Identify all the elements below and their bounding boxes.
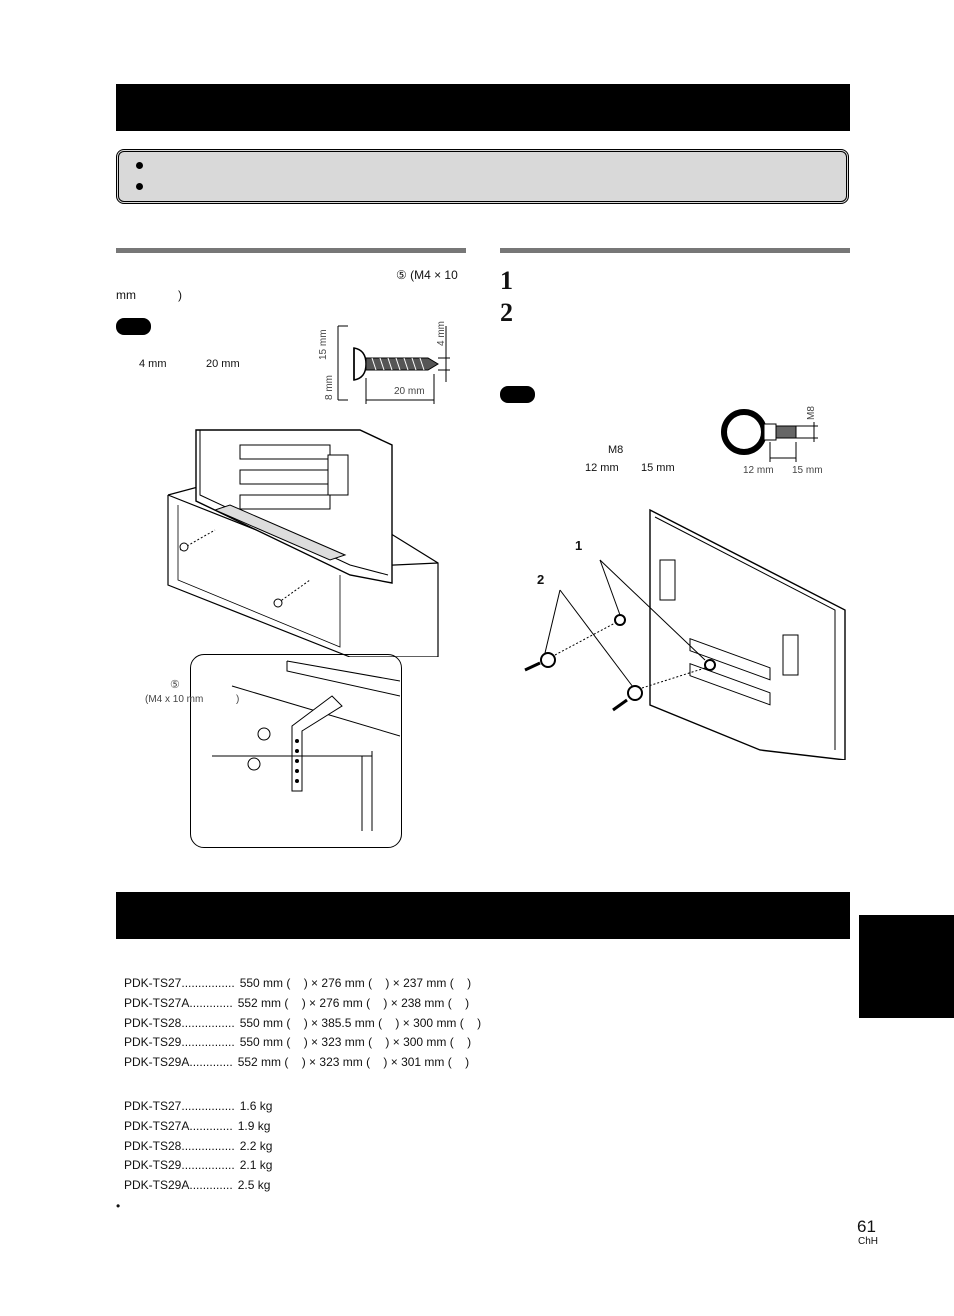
callout-part-close: ) xyxy=(236,694,240,705)
callout-part-spec: (M4 x 10 mm xyxy=(145,694,204,705)
screw-diameter-label: 4 mm xyxy=(139,358,167,370)
spec-row: PDK-TS28................ 550 mm ( ) × 385.5 mm ( ) × 300 mm ( ) xyxy=(124,1015,482,1030)
note-tag xyxy=(116,318,151,335)
eye-bolt-dim-b: 15 mm xyxy=(792,465,823,476)
figure-label-2: 2 xyxy=(537,572,545,587)
left-column-rule xyxy=(116,248,466,253)
spec-row: PDK-TS27................ 550 mm ( ) × 276 mm ( ) × 237 mm ( ) xyxy=(124,976,472,990)
screw-length-dim: 20 mm xyxy=(394,386,425,397)
step-number-2: 2 xyxy=(500,298,513,327)
screw-head-height-dim: 8 mm xyxy=(324,375,335,400)
spec-row: PDK-TS27................ 1.6 kg xyxy=(124,1099,273,1113)
page-language-code: ChH xyxy=(858,1236,879,1247)
bracket-detail-illustration xyxy=(192,656,400,844)
caution-notice-box xyxy=(116,149,849,204)
weights-list xyxy=(124,1097,272,1196)
specifications-heading-bar xyxy=(116,892,850,939)
note-tag xyxy=(500,386,535,403)
bolt-thread-size: M8 xyxy=(608,444,624,456)
bullet-icon xyxy=(136,162,143,169)
screw-head-dim: 15 mm xyxy=(318,329,329,360)
spec-row: PDK-TS29................ 2.1 kg xyxy=(124,1158,273,1173)
bolt-length-max: 15 mm xyxy=(641,462,675,474)
spec-row: PDK-TS29A............. 2.5 kg xyxy=(124,1178,271,1193)
screw-spec-text: ⑤ (M4 × 10 xyxy=(396,268,458,282)
callout-part-number: ⑤ xyxy=(170,679,180,691)
screw-length-label: 20 mm xyxy=(206,358,240,370)
spec-row: PDK-TS29A............. 552 mm ( ) × 323 mm ( ) × 301 mm ( ) xyxy=(124,1055,470,1070)
bullet-icon xyxy=(136,183,143,190)
spec-row: PDK-TS27A............. 552 mm ( ) × 276 mm ( ) × 238 mm ( ) xyxy=(124,995,470,1010)
bolt-length-min: 12 mm xyxy=(585,462,619,474)
section-heading-bar xyxy=(116,84,850,131)
footnote-bullet: • xyxy=(116,1199,121,1213)
dimensions-list xyxy=(124,974,481,1073)
screw-dia-dim: 4 mm xyxy=(436,321,447,346)
language-side-tab xyxy=(859,915,954,1018)
screw-spec-unit: mm xyxy=(116,288,136,302)
page-number: 61 xyxy=(857,1217,876,1236)
wall-anchor-illustration xyxy=(515,505,850,760)
right-column-rule xyxy=(500,248,850,253)
eye-bolt-dim-a: 12 mm xyxy=(743,465,774,476)
screw-spec-close: ) xyxy=(178,288,182,302)
eye-bolt-thread-label: M8 xyxy=(806,406,817,420)
spec-row: PDK-TS27A............. 1.9 kg xyxy=(124,1118,271,1133)
stand-mounting-illustration xyxy=(160,425,440,657)
spec-row: PDK-TS28................ 2.2 kg xyxy=(124,1138,273,1153)
figure-label-1: 1 xyxy=(575,538,583,553)
step-number-1: 1 xyxy=(500,266,513,295)
eye-bolt-diagram xyxy=(710,400,840,470)
spec-row: PDK-TS29................ 550 mm ( ) × 323 mm ( ) × 300 mm ( ) xyxy=(124,1035,472,1050)
